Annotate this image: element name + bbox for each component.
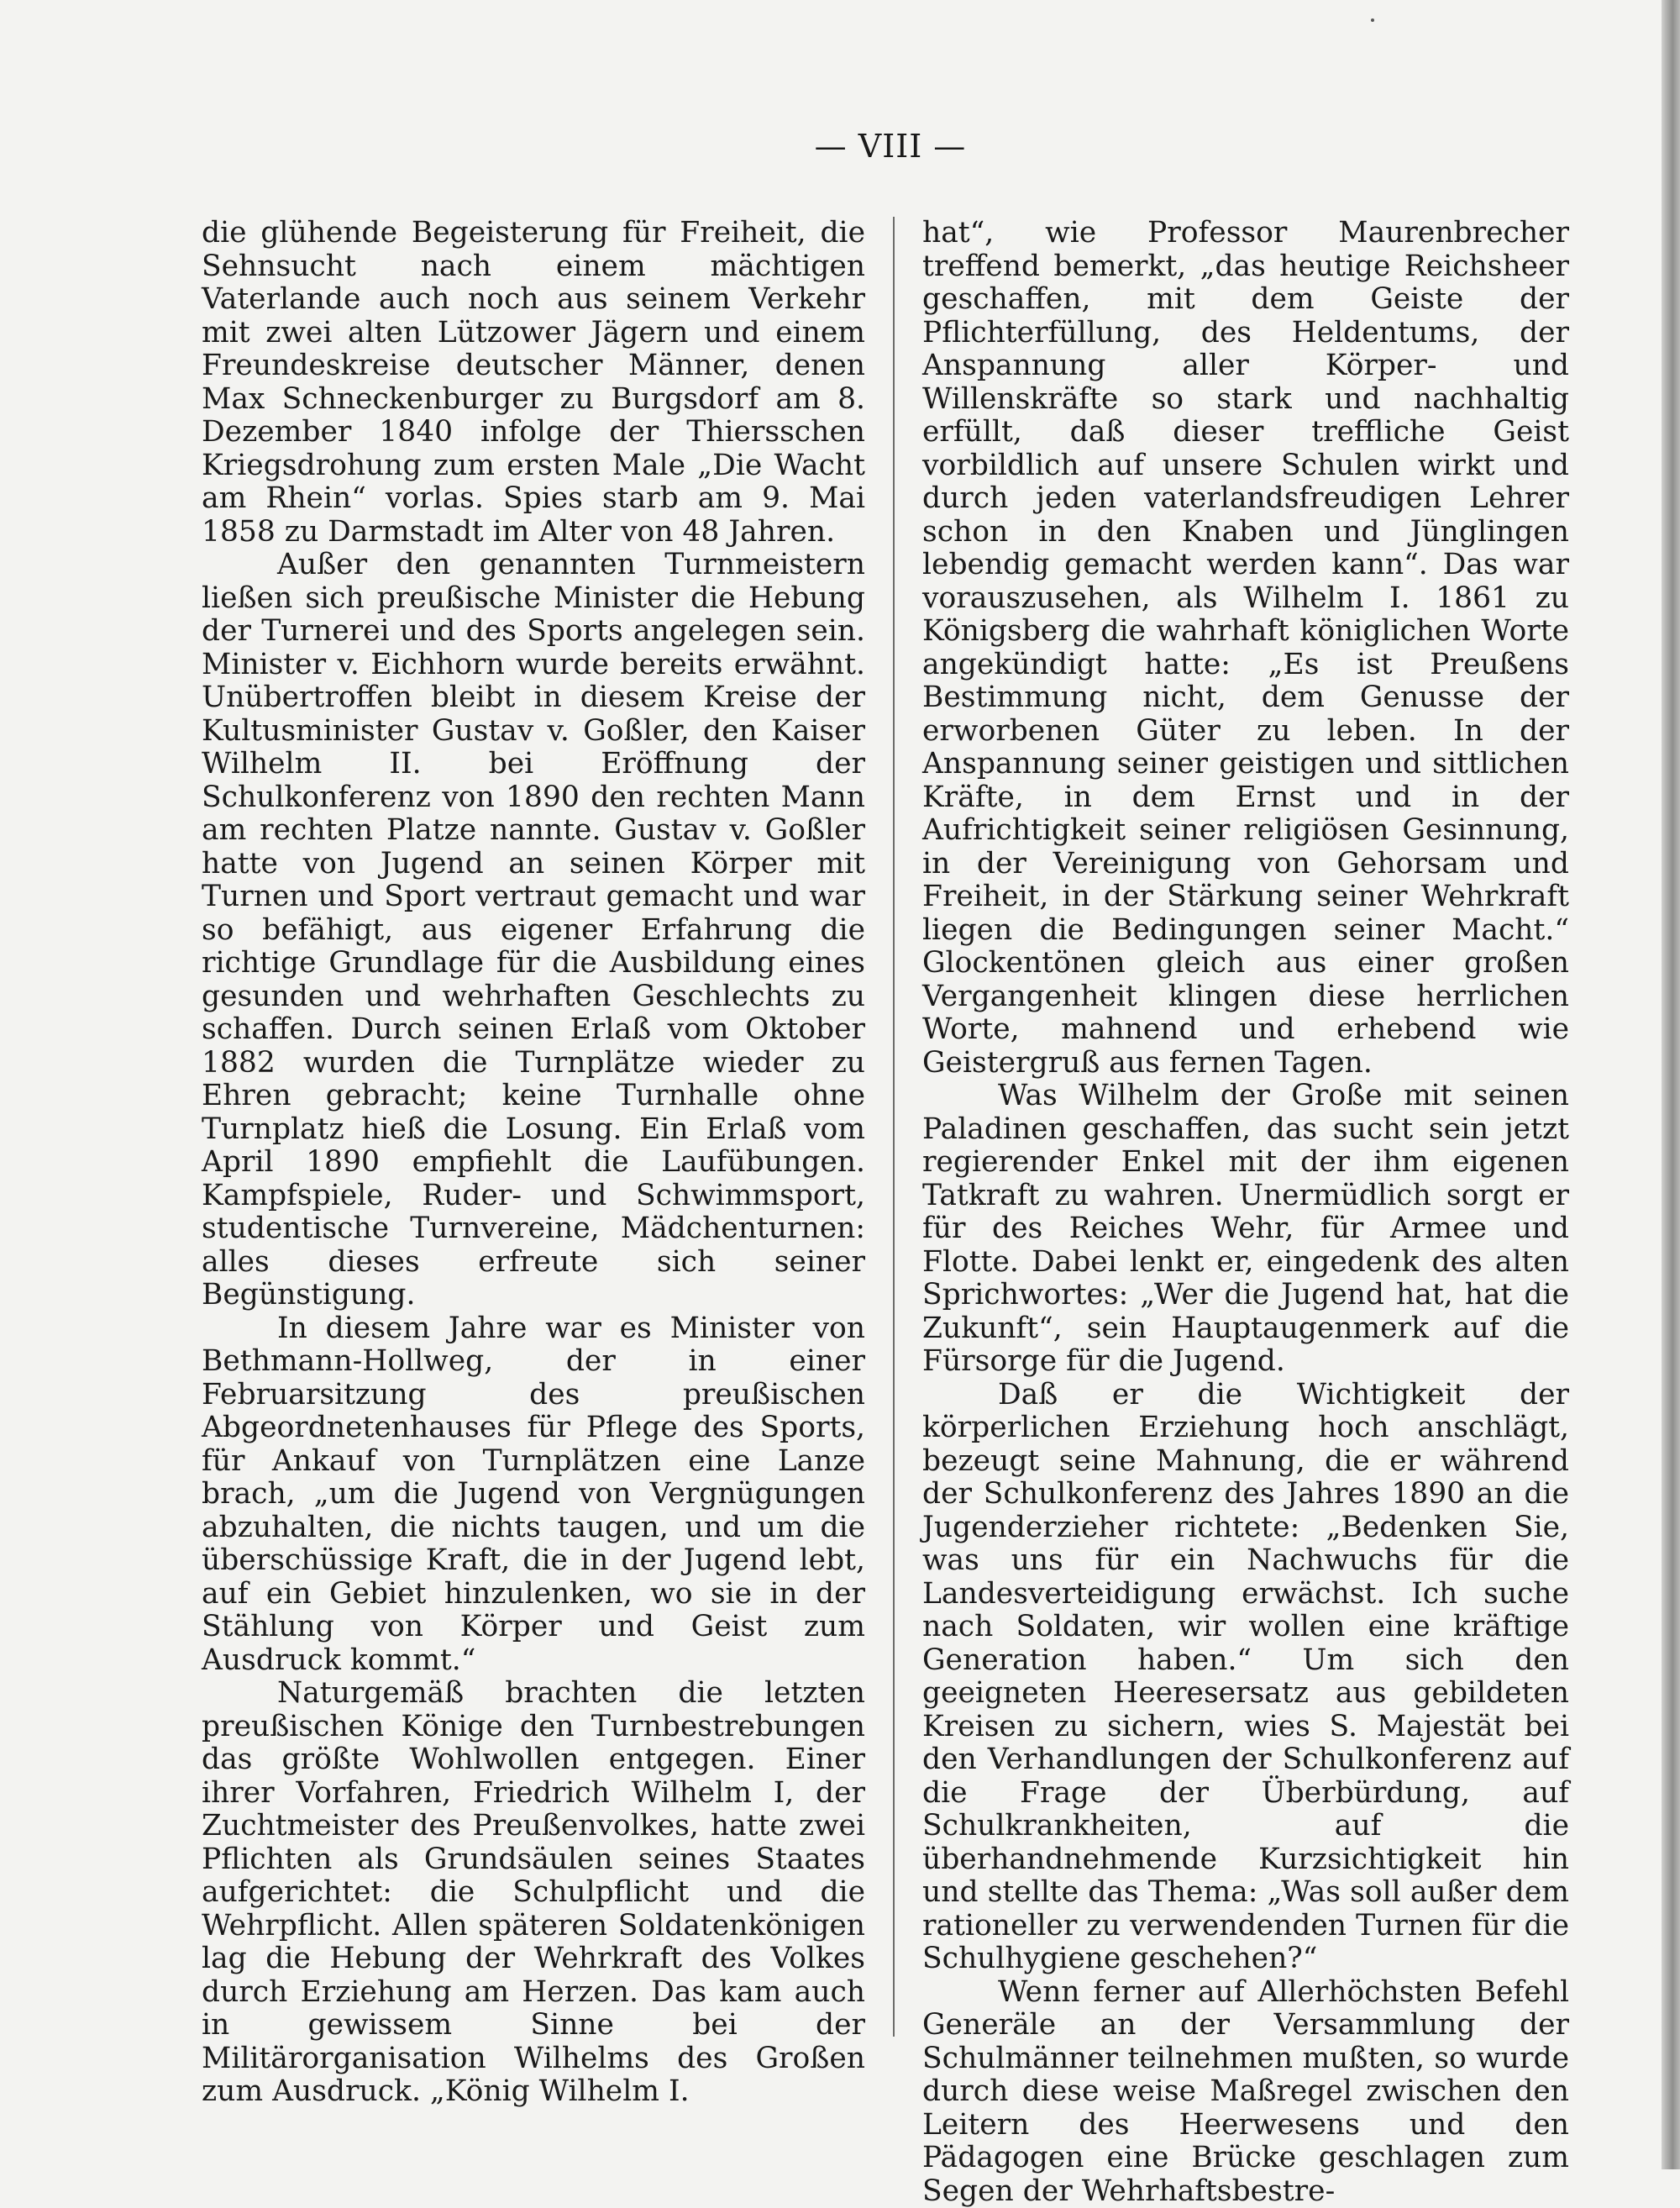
right-paragraph-4: Wenn ferner auf Allerhöchsten Befehl Generäle an der Versammlung der Schulmänner teilnehmen mußten, so wurde durch diese weise Maßregel zwischen den Leitern des Heerwesens und den Pädagogen eine Brücke geschlagen zum Segen der Wehrhaftsbestre-	[922, 1976, 1569, 2208]
page-edge-shadow	[1662, 0, 1680, 2169]
left-paragraph-3: In diesem Jahre war es Minister von Bethmann-Hollweg, der in einer Februarsitzung des preußischen Abgeordnetenhauses für Pflege des Sports, für Ankauf von Turnplätzen eine Lanze brach, „um die Jugend von Vergnügungen abzuhalten, die nichts taugen, und um die überschüssige Kraft, die in der Jugend lebt, auf ein Gebiet hinzulenken, wo sie in der Stählung von Körper und Geist zum Ausdruck kommt.“	[202, 1312, 865, 1678]
column-divider	[893, 217, 895, 2037]
right-column	[922, 217, 1569, 2208]
right-paragraph-3: Daß er die Wichtigkeit der körperlichen Erziehung hoch anschlägt, bezeugt seine Mahnung, die er während der Schulkonferenz des Jahres 1890 an die Jugenderzieher richtete: „Bedenken Sie, was uns für ein Nachwuchs für die Landesverteidigung erwächst. Ich suche nach Soldaten, wir wollen eine kräftige Generation haben.“ Um sich den geeigneten Heeresersatz aus gebildeten Kreisen zu sichern, wies S. Majestät bei den Verhandlungen der Schulkonferenz auf die Frage der Überbürdung, auf Schulkrankheiten, auf die überhandnehmende Kurzsichtigkeit hin und stellte das Thema: „Was soll außer dem rationeller zu verwendenden Turnen für die Schulhygiene geschehen?“	[922, 1379, 1569, 1976]
left-column	[202, 217, 865, 2109]
paper-speck	[1371, 18, 1374, 22]
right-paragraph-2: Was Wilhelm der Große mit seinen Paladinen geschaffen, das sucht sein jetzt regierender Enkel mit der ihm eigenen Tatkraft zu wahren. Unermüdlich sorgt er für des Reiches Wehr, für Armee und Flotte. Dabei lenkt er, eingedenk des alten Sprichwortes: „Wer die Jugend hat, hat die Zukunft“, sein Hauptaugenmerk auf die Fürsorge für die Jugend.	[922, 1080, 1569, 1379]
left-paragraph-2: Außer den genannten Turnmeistern ließen sich preußische Minister die Hebung der Turnerei und des Sports angelegen sein. Minister v. Eichhorn wurde bereits erwähnt. Unübertroffen bleibt in diesem Kreise der Kultusminister Gustav v. Goßler, den Kaiser Wilhelm II. bei Eröffnung der Schulkonferenz von 1890 den rechten Mann am rechten Platze nannte. Gustav v. Goßler hatte von Jugend an seinen Körper mit Turnen und Sport vertraut gemacht und war so befähigt, aus eigener Erfahrung die richtige Grundlage für die Ausbildung eines gesunden und wehrhaften Geschlechts zu schaffen. Durch seinen Erlaß vom Oktober 1882 wurden die Turnplätze wieder zu Ehren gebracht; keine Turnhalle ohne Turnplatz hieß die Losung. Ein Erlaß vom April 1890 empfiehlt die Laufübungen. Kampfspiele, Ruder- und Schwimmsport, studentische Turnvereine, Mädchenturnen: alles dieses erfreute sich seiner Begünstigung.	[202, 549, 865, 1312]
page-number: — VIII —	[781, 128, 1000, 165]
left-paragraph-1: die glühende Begeisterung für Freiheit, die Sehnsucht nach einem mächtigen Vaterlande auch noch aus seinem Verkehr mit zwei alten Lützower Jägern und einem Freundeskreise deutscher Männer, denen Max Schneckenburger zu Burgsdorf am 8. Dezember 1840 infolge der Thiersschen Kriegsdrohung zum ersten Male „Die Wacht am Rhein“ vorlas. Spies starb am 9. Mai 1858 zu Darmstadt im Alter von 48 Jahren.	[202, 217, 865, 549]
right-paragraph-1: hat“, wie Professor Maurenbrecher treffend bemerkt, „das heutige Reichsheer geschaffen, mit dem Geiste der Pflichterfüllung, des Heldentums, der Anspannung aller Körper- und Willenskräfte so stark und nachhaltig erfüllt, daß dieser treffliche Geist vorbildlich auf unsere Schulen wirkt und durch jeden vaterlandsfreudigen Lehrer schon in den Knaben und Jünglingen lebendig gemacht werden kann“. Das war vorauszusehen, als Wilhelm I. 1861 zu Königsberg die wahrhaft königlichen Worte angekündigt hatte: „Es ist Preußens Bestimmung nicht, dem Genusse der erworbenen Güter zu leben. In der Anspannung seiner geistigen und sittlichen Kräfte, in dem Ernst und in der Aufrichtigkeit seiner religiösen Gesinnung, in der Vereinigung von Gehorsam und Freiheit, in der Stärkung seiner Wehrkraft liegen die Bedingungen seiner Macht.“ Glockentönen gleich aus einer großen Vergangenheit klingen diese herrlichen Worte, mahnend und erhebend wie Geistergruß aus fernen Tagen.	[922, 217, 1569, 1080]
left-paragraph-4: Naturgemäß brachten die letzten preußischen Könige den Turnbestrebungen das größte Wohlwollen entgegen. Einer ihrer Vorfahren, Friedrich Wilhelm I, der Zuchtmeister des Preußenvolkes, hatte zwei Pflichten als Grundsäulen seines Staates aufgerichtet: die Schulpflicht und die Wehrpflicht. Allen späteren Soldatenkönigen lag die Hebung der Wehrkraft des Volkes durch Erziehung am Herzen. Das kam auch in gewissem Sinne bei der Militärorganisation Wilhelms des Großen zum Ausdruck. „König Wilhelm I.	[202, 1677, 865, 2109]
